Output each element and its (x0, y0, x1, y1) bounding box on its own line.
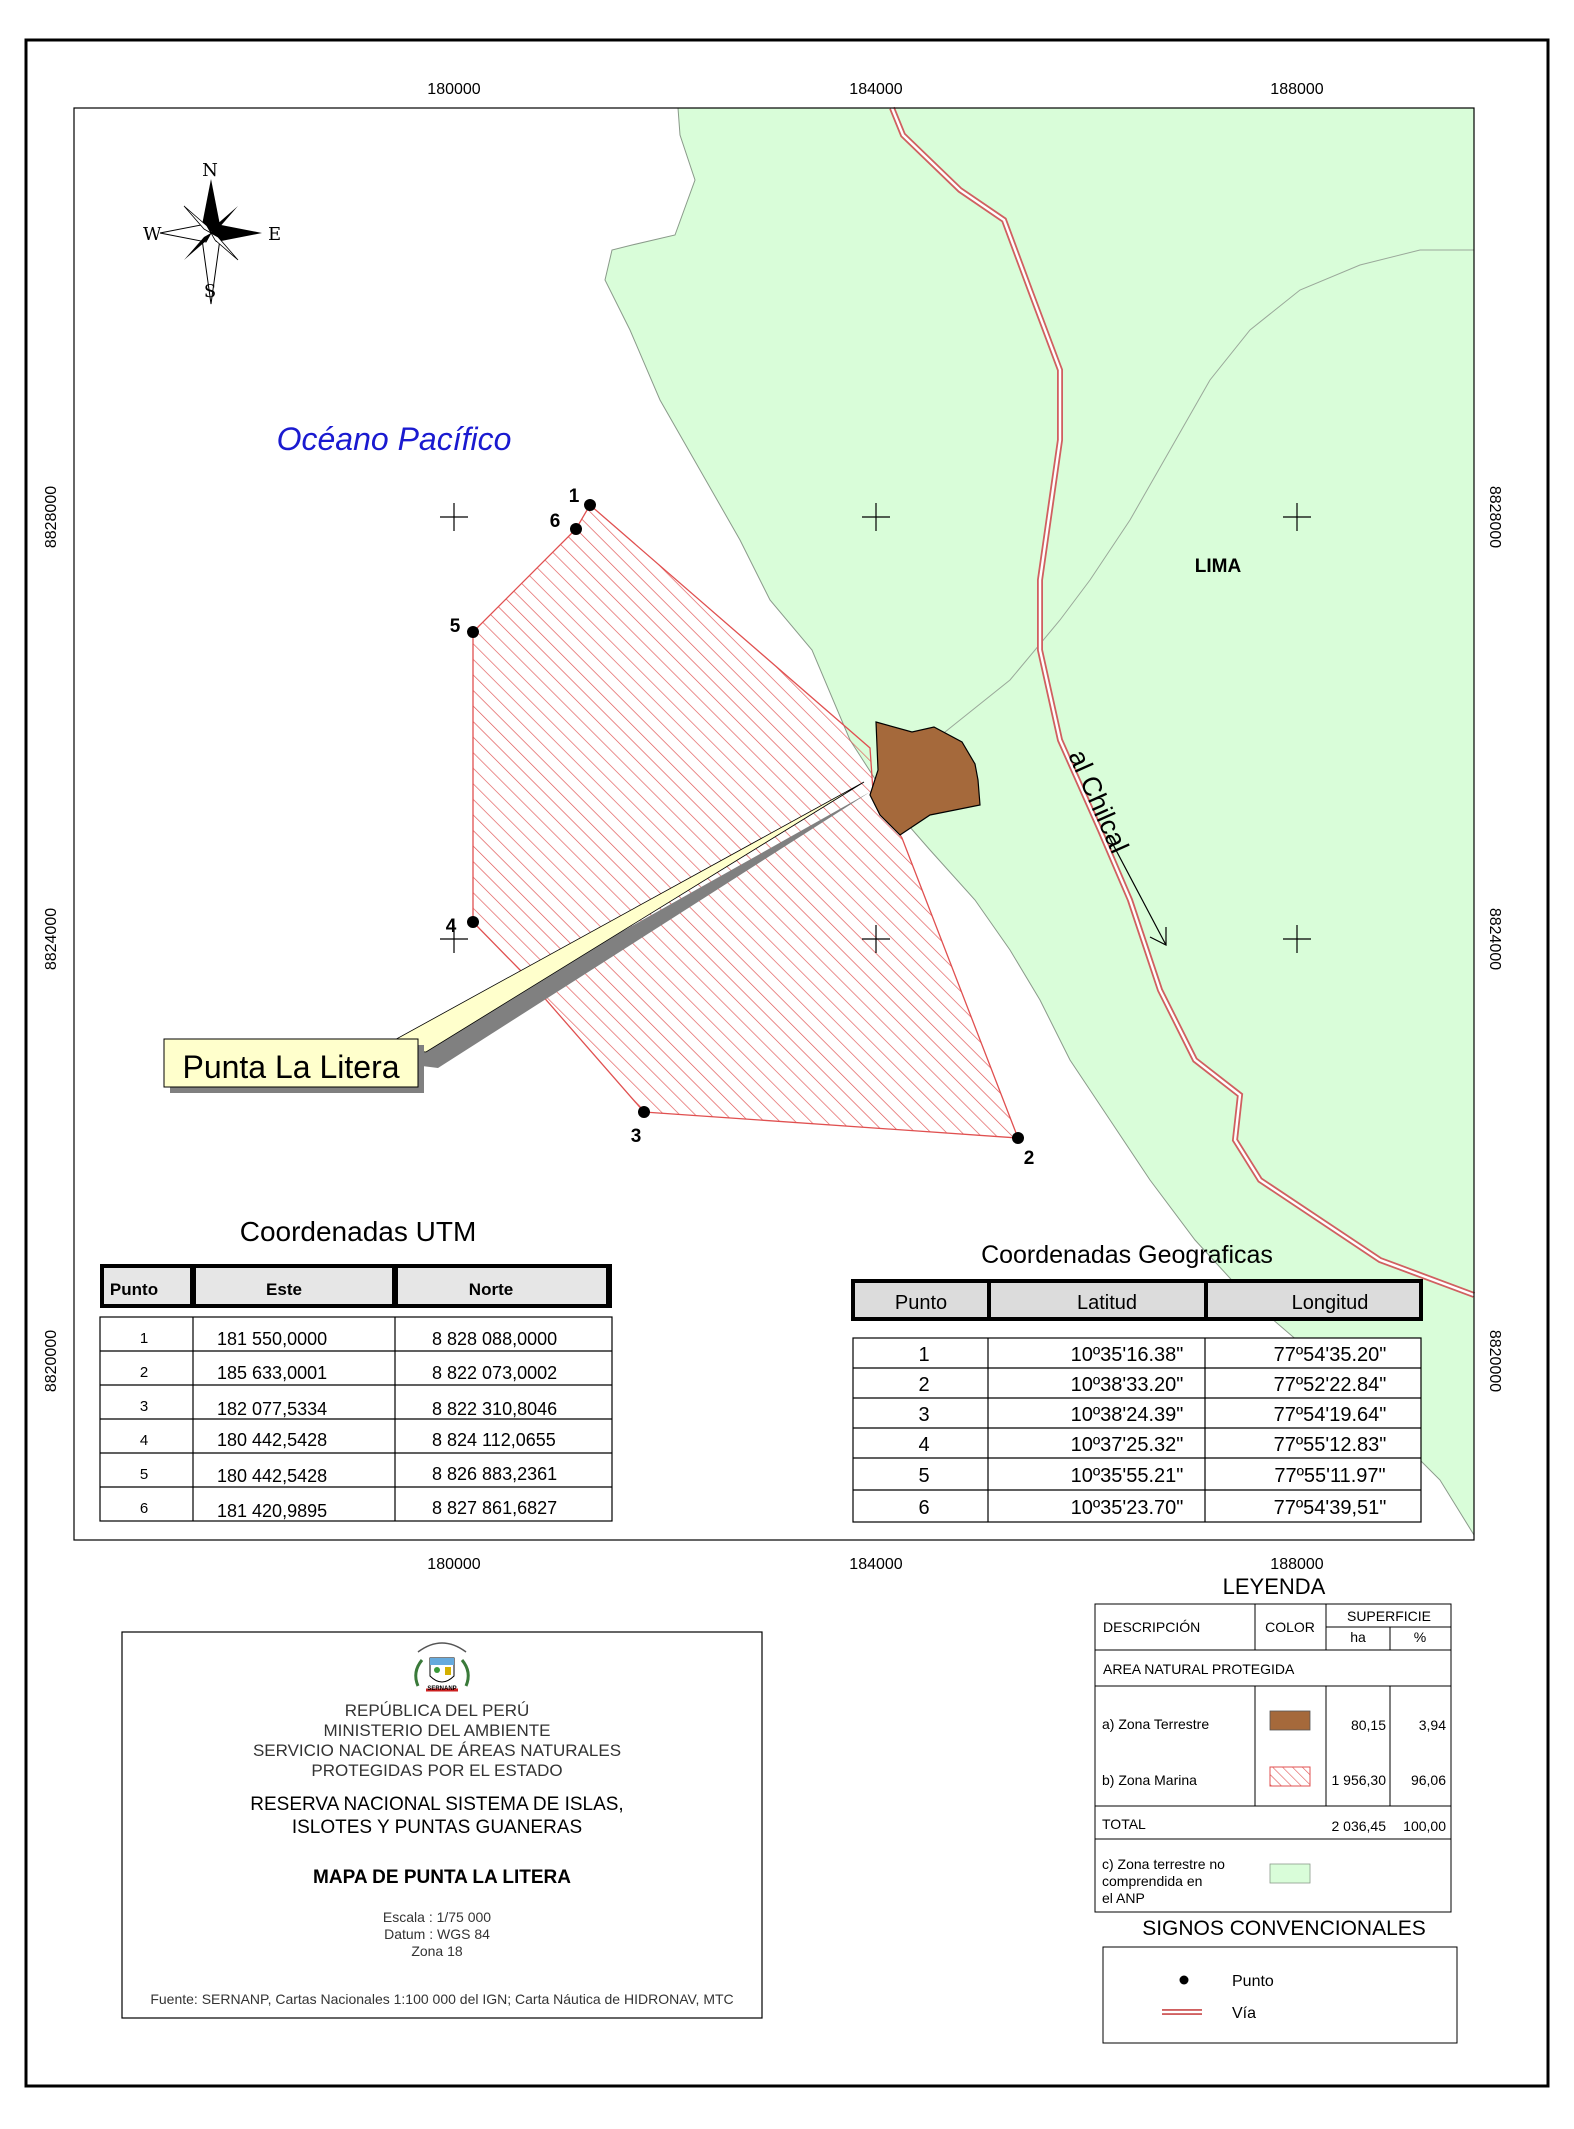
geo-header-punto: Punto (894, 1292, 948, 1314)
sign-point-symbol (1180, 1976, 1189, 1985)
vertex-label-2: 2 (1023, 1148, 1035, 1169)
geo-row-6-longitud: 77º54'39,51" (1273, 1497, 1387, 1519)
callout-label: Punta La Litera (182, 1049, 400, 1085)
ocean-label: Océano Pacífico (276, 421, 512, 457)
vertex-label-4: 4 (445, 916, 457, 937)
reserve-line-1: RESERVA NACIONAL SISTEMA DE ISLAS, (250, 1794, 624, 1815)
legend-total-ha: 2 036,45 (1331, 1818, 1386, 1834)
utm-row-4-este: 180 442,5428 (217, 1430, 328, 1450)
utm-row-2-punto: 2 (139, 1364, 149, 1381)
legend-row-1-pct: 3,94 (1418, 1717, 1446, 1733)
sign-point-label: Punto (1232, 1973, 1274, 1990)
grid-x-top-3: 188000 (1270, 81, 1324, 98)
grid-y-right-3: 8820000 (1486, 1329, 1503, 1393)
geo-row-1-punto: 1 (918, 1344, 930, 1366)
utm-row-1-este: 181 550,0000 (217, 1329, 328, 1349)
region-label: LIMA (1194, 556, 1242, 577)
legend-row-2-pct: 96,06 (1410, 1772, 1446, 1788)
map-title: MAPA DE PUNTA LA LITERA (313, 1867, 571, 1888)
legend-row-1-label: a) Zona Terrestre (1102, 1716, 1210, 1732)
legend-section: AREA NATURAL PROTEGIDA (1103, 1661, 1295, 1677)
legend-total-pct: 100,00 (1403, 1818, 1446, 1834)
utm-header-este: Este (266, 1280, 302, 1299)
legend-row-1-ha: 80,15 (1350, 1717, 1386, 1733)
utm-row-2-este: 185 633,0001 (217, 1363, 328, 1383)
legend-other-line-1: c) Zona terrestre no (1102, 1856, 1225, 1872)
utm-row-3-este: 182 077,5334 (217, 1399, 328, 1419)
utm-row-6-norte: 8 827 861,6827 (432, 1498, 558, 1518)
legend-col-description: DESCRIPCIÓN (1103, 1619, 1201, 1635)
utm-row-6-este: 181 420,9895 (217, 1501, 328, 1521)
sign-road-label: Vía (1232, 2005, 1257, 2022)
utm-row-1-punto: 1 (139, 1330, 149, 1347)
geo-row-3-latitud: 10º38'24.39" (1070, 1404, 1184, 1426)
compass-e: E (268, 224, 282, 245)
grid-x-bottom-3: 188000 (1270, 1556, 1324, 1573)
datum-text: Datum : WGS 84 (384, 1926, 490, 1942)
grid-x-bottom-2: 184000 (849, 1556, 903, 1573)
vertex-point-6 (570, 523, 582, 535)
geo-table-title: Coordenadas Geograficas (981, 1241, 1273, 1269)
signs-title: SIGNOS CONVENCIONALES (1142, 1917, 1426, 1940)
geo-row-4-punto: 4 (918, 1434, 930, 1456)
utm-row-4-norte: 8 824 112,0655 (432, 1430, 556, 1450)
scale-text: Escala : 1/75 000 (382, 1909, 492, 1925)
vertex-label-3: 3 (630, 1126, 642, 1147)
institution-line-1: REPÚBLICA DEL PERÚ (344, 1701, 530, 1720)
geo-row-3-punto: 3 (918, 1404, 930, 1426)
grid-y-right-1: 8828000 (1486, 485, 1503, 549)
grid-y-left-3: 8820000 (43, 1329, 60, 1393)
legend-row-2-label: b) Zona Marina (1102, 1772, 1197, 1788)
geo-row-1-latitud: 10º35'16.38" (1070, 1344, 1184, 1366)
geo-row-2-latitud: 10º38'33.20" (1070, 1374, 1184, 1396)
compass-w: W (143, 224, 162, 245)
institution-line-3: SERVICIO NACIONAL DE ÁREAS NATURALES (252, 1741, 622, 1760)
utm-row-5-punto: 5 (139, 1466, 149, 1483)
legend-row-2-ha: 1 956,30 (1331, 1772, 1386, 1788)
legend-other-line-3: el ANP (1102, 1890, 1145, 1906)
geo-row-4-latitud: 10º37'25.32" (1070, 1434, 1184, 1456)
legend-swatch-land (1270, 1864, 1310, 1883)
geo-row-6-latitud: 10º35'23.70" (1070, 1497, 1184, 1519)
geo-row-2-longitud: 77º52'22.84" (1273, 1374, 1387, 1396)
geo-row-1-longitud: 77º54'35.20" (1273, 1344, 1387, 1366)
vertex-label-1: 1 (568, 486, 580, 507)
conventional-signs (1103, 1917, 1457, 2043)
geo-row-2-punto: 2 (918, 1374, 930, 1396)
seal-label: SERNANP (427, 1686, 457, 1692)
grid-x-bottom-1: 180000 (427, 1556, 481, 1573)
geo-header-latitud: Latitud (1076, 1292, 1138, 1314)
vertex-label-5: 5 (449, 616, 461, 637)
geo-header-longitud: Longitud (1291, 1292, 1369, 1314)
vertex-point-1 (584, 499, 596, 511)
legend-col-ha: ha (1350, 1629, 1366, 1645)
title-block (122, 1632, 762, 2018)
legend-other-line-2: comprendida en (1102, 1873, 1203, 1889)
grid-x-top-1: 180000 (427, 81, 481, 98)
geo-row-5-latitud: 10º35'55.21" (1070, 1465, 1184, 1487)
utm-row-3-norte: 8 822 310,8046 (432, 1399, 558, 1419)
geo-row-6-punto: 6 (918, 1497, 930, 1519)
institution-line-2: MINISTERIO DEL AMBIENTE (323, 1721, 551, 1740)
utm-table-title: Coordenadas UTM (239, 1216, 477, 1247)
compass-s: S (203, 281, 217, 302)
utm-row-3-punto: 3 (139, 1398, 149, 1415)
utm-header-punto: Punto (109, 1280, 159, 1299)
zone-text: Zona 18 (411, 1943, 463, 1959)
utm-header-norte: Norte (468, 1280, 514, 1299)
vertex-point-4 (467, 916, 479, 928)
vertex-point-5 (467, 626, 479, 638)
legend (1095, 1574, 1451, 1912)
utm-row-1-norte: 8 828 088,0000 (432, 1329, 558, 1349)
legend-col-pct: % (1413, 1629, 1427, 1645)
legend-title: LEYENDA (1222, 1574, 1326, 1599)
utm-row-2-norte: 8 822 073,0002 (432, 1363, 558, 1383)
vertex-point-3 (638, 1106, 650, 1118)
geo-row-5-punto: 5 (918, 1465, 930, 1487)
utm-row-6-punto: 6 (139, 1500, 149, 1517)
reserve-line-2: ISLOTES Y PUNTAS GUANERAS (291, 1817, 583, 1838)
compass-n: N (202, 160, 218, 181)
geo-row-3-longitud: 77º54'19.64" (1273, 1404, 1387, 1426)
legend-swatch-marine (1270, 1767, 1310, 1786)
geo-row-5-longitud: 77º55'11.97" (1274, 1465, 1386, 1487)
legend-col-surface: SUPERFICIE (1346, 1608, 1432, 1624)
utm-row-5-este: 180 442,5428 (217, 1466, 328, 1486)
institution-line-4: PROTEGIDAS POR EL ESTADO (311, 1761, 563, 1780)
map-frame (43, 81, 1503, 1573)
legend-swatch-terrestrial (1270, 1711, 1310, 1730)
road-label: al Chilcal (1062, 745, 1135, 858)
grid-y-right-2: 8824000 (1486, 907, 1503, 971)
utm-row-4-punto: 4 (139, 1432, 149, 1449)
vertex-point-2 (1012, 1132, 1024, 1144)
grid-y-left-1: 8828000 (43, 485, 60, 549)
geo-row-4-longitud: 77º55'12.83" (1273, 1434, 1387, 1456)
geographic-coordinates-table (851, 1241, 1423, 1522)
utm-row-5-norte: 8 826 883,2361 (432, 1464, 558, 1484)
vertex-label-6: 6 (549, 511, 561, 532)
grid-y-left-2: 8824000 (43, 907, 60, 971)
source-text: Fuente: SERNANP, Cartas Nacionales 1:100 000 del IGN; Carta Náutica de HIDRONAV, MTC (150, 1991, 734, 2007)
legend-col-color: COLOR (1265, 1619, 1315, 1635)
grid-x-top-2: 184000 (849, 81, 903, 98)
legend-total-label: TOTAL (1102, 1816, 1146, 1832)
